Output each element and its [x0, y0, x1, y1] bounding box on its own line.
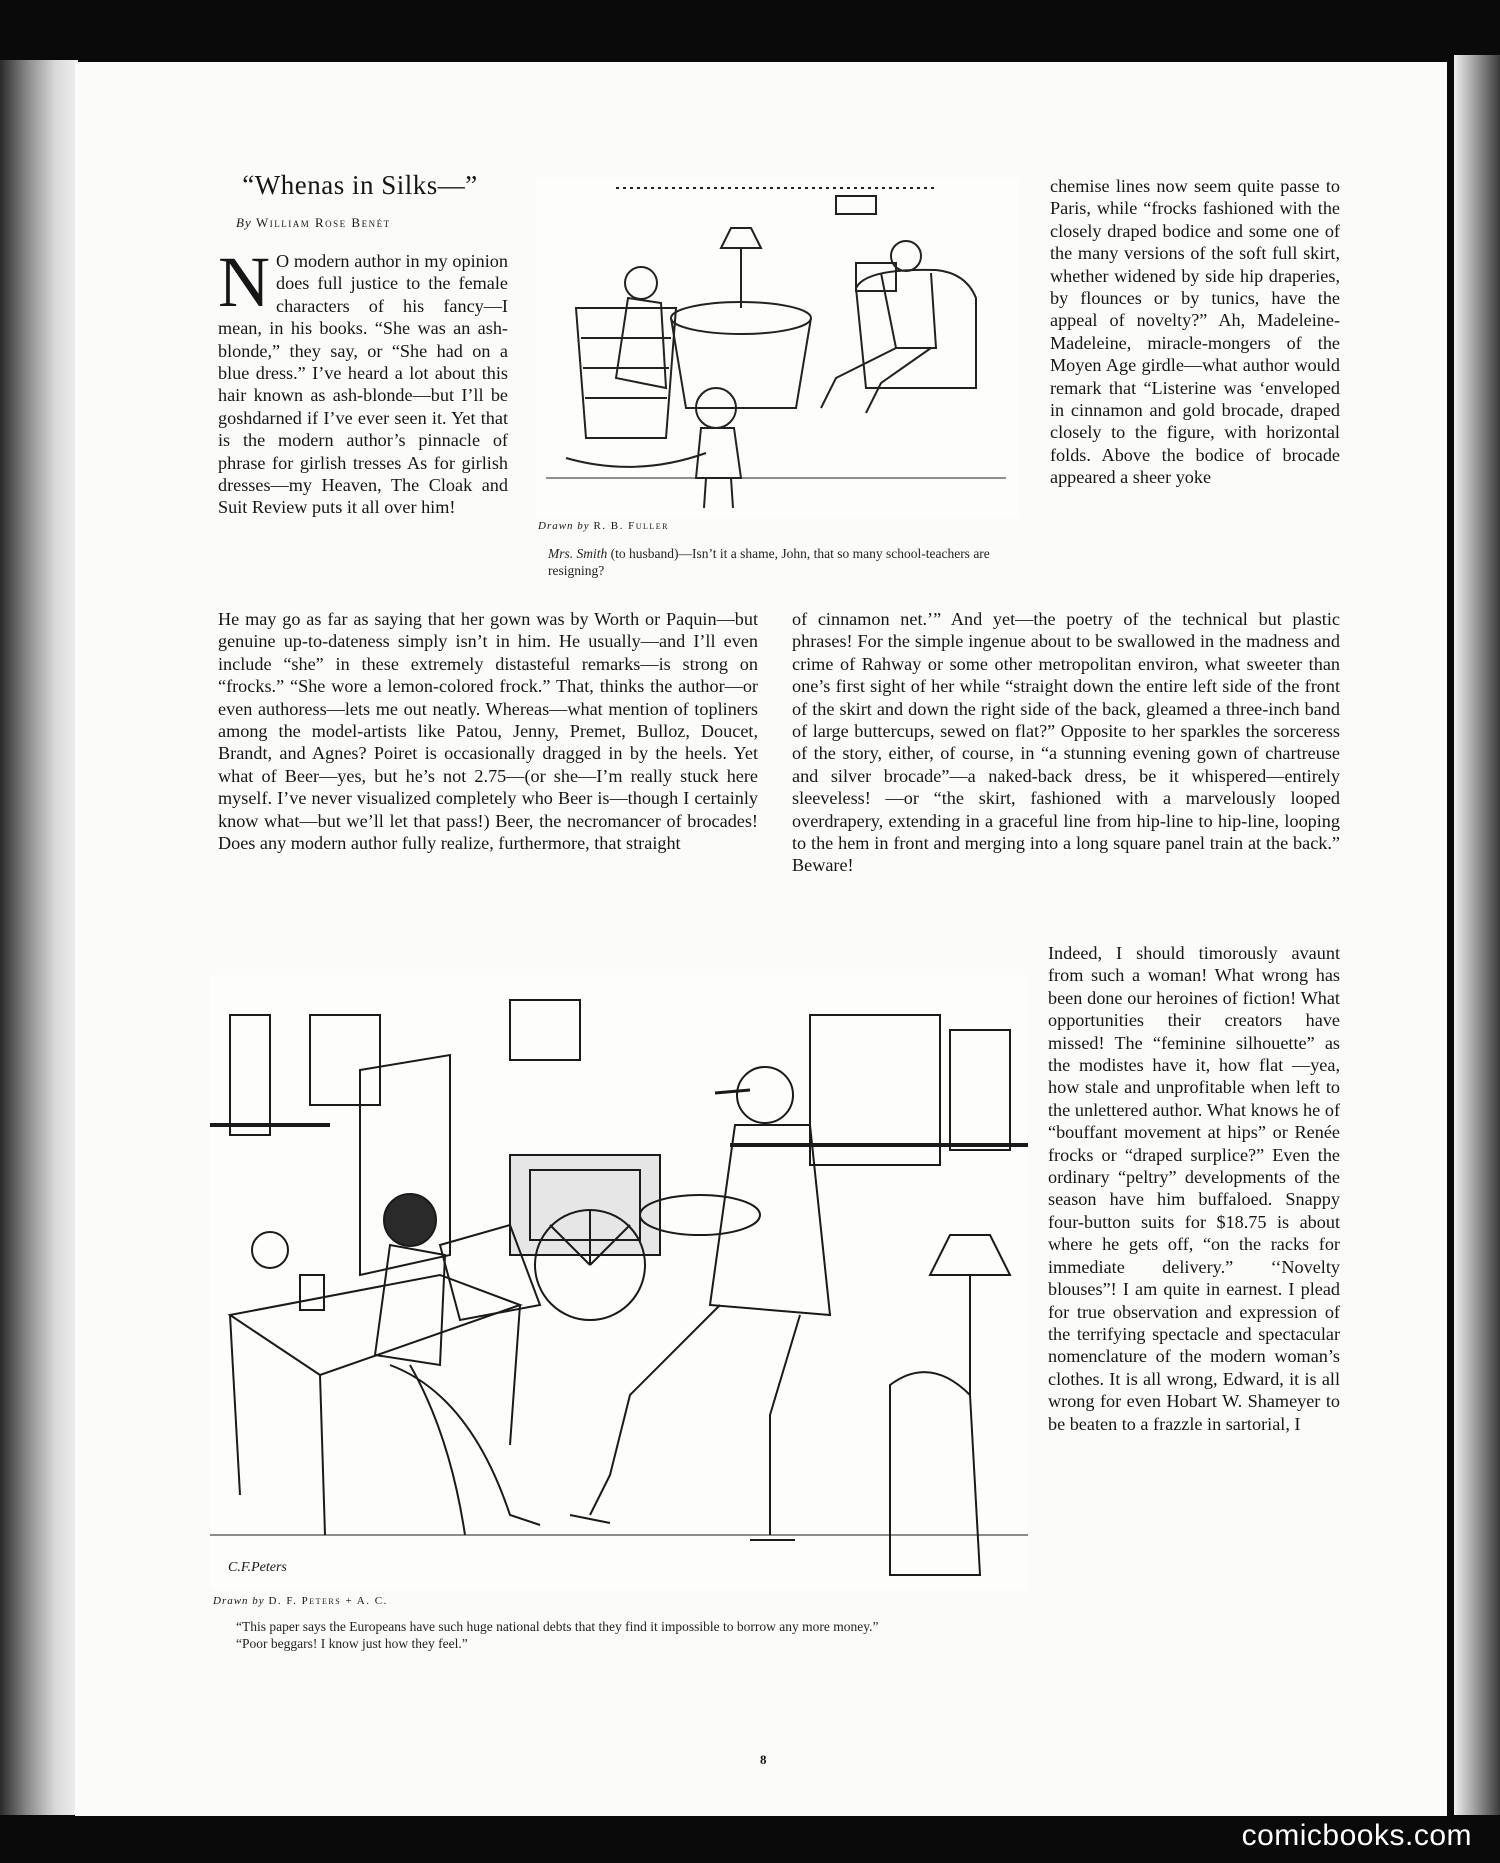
column-left-wide [218, 608, 758, 854]
illustration-artist-studio-drawing [210, 975, 1028, 1590]
illustration-artist-studio [210, 975, 1028, 1590]
illustration-bottom-caption [236, 1618, 1016, 1652]
caption-top-speaker: Mrs. Smith [548, 546, 608, 561]
article-byline [236, 215, 536, 231]
caption-top-text: (to husband)—Isn’t it a shame, John, that so many school-teachers are resigning? [548, 546, 990, 578]
illustration-family-parlor-drawing [536, 178, 1018, 518]
caption-bottom-line2: “Poor beggars! I know just how they feel.” [236, 1636, 468, 1651]
site-watermark: comicbooks.com [1241, 1819, 1472, 1852]
book-spine-left [0, 60, 78, 1815]
illustration-family-parlor [536, 178, 1018, 518]
illustration-bottom-credit [213, 1595, 388, 1607]
caption-bottom-line1: “This paper says the Europeans have such huge national debts that they find it impossible to borrow any more money.” [236, 1619, 879, 1634]
page-number: 8 [760, 1752, 767, 1767]
credit-top-prefix: Drawn by [538, 520, 590, 532]
credit-top-artist: R. B. Fuller [593, 520, 670, 532]
drop-cap: N [218, 242, 270, 322]
column-1-top [218, 242, 508, 519]
byline-author: William Rose Benét [255, 215, 391, 230]
column-right-bottom [1048, 942, 1340, 1435]
article-title: “Whenas in Silks—” [242, 170, 478, 200]
column-right-top-text: chemise lines now seem quite passe to Paris, while “frocks fashioned with the closely draped bodice and some one of the many versions of the soft full skirt, whether widened by side hip draperies, by flounces or by tunics, have the appeal of novelty?” Ah, Madeleine-Madeleine, miracle-mongers of the Moyen Age girdle—what author would remark that “Listerine was ‘enveloped in cinnamon and gold brocade, draped closely to the figure, with horizontal folds. Above the bodice of brocade appeared a sheer yoke [1050, 176, 1340, 488]
illustration-top-credit [538, 520, 669, 532]
book-edge-right [1454, 55, 1500, 1815]
column-right-top [1050, 175, 1340, 489]
credit-bottom-prefix: Drawn by [213, 1595, 265, 1607]
credit-bottom-artist: D. F. Peters + A. C. [268, 1595, 388, 1607]
illustration-top-caption [548, 545, 1018, 579]
column-left-wide-text: He may go as far as saying that her gown was by Worth or Paquin—but genuine up-to-dateness simply isn’t in him. He usually—and I’ll even include “she” in these extremely distasteful remarks—is strong on “frocks.” “She wore a lemon-colored frock.” That, thinks the author—or even authoress—lets me out neatly. Whereas—what mention of topliners among the model-artists like Patou, Jenny, Premet, Bulloz, Doucet, Brandt, and Agnes? Poiret is occasionally dragged in by the heels. Yet what of Beer—yes, but he’s not 2.75—(or she—I’m really stuck here myself. I’ve never visualized completely who Beer is—though I certainly know what—but we’ll let that pass!) Beer, the necromancer of brocades! Does any modern author fully realize, furthermore, that straight [218, 609, 758, 854]
column-1-text: O modern author in my opinion does full justice to the female characters of his fancy—I mean, in his books. “She was an ash-blonde,” they say, or “She had on a blue dress.” I’ve heard a lot about this hair known as ash-blonde—but I’ll be goshdarned if I’ve ever seen it. Yet that is the modern author’s pinnacle of phrase for girlish tresses As for girlish dresses—my Heaven, The Cloak and Suit Review puts it all over him! [218, 251, 508, 518]
illustration-signature: C.F.Peters [228, 1560, 287, 1575]
column-right-wide-text: of cinnamon net.’” And yet—the poetry of the technical but plastic phrases! For the simple ingenue about to be swallowed in the madness and crime of Rahway or some other metropolitan environ, what sweeter than one’s first sight of her while “straight down the entire left side of the front of the skirt and down the right side of the back, gleamed a three-inch band of large buttercups, sewed on flat?” Opposite to her sparkles the sorceress of the story, either, of course, in “a stunning evening gown of chartreuse and silver brocade”—a naked-back dress, be it whispered—entirely sleeveless! —or “the skirt, fashioned with a marvelously looped overdrapery, extending in a graceful line from hip-line to hip-line, looping to the hem in front and merging into a long square panel train at the back.” Beware! [792, 609, 1340, 876]
column-right-wide [792, 608, 1340, 877]
column-right-bottom-text: Indeed, I should timorously avaunt from such a woman! What wrong has been done our heroines of fiction! What opportunities their creators have missed! The “feminine silhouette” as the modistes have it, how flat —yea, how stale and unprofitable when left to the unlettered author. What knows he of “bouffant movement at hips” or Renée frocks or “draped surplice?” Even the ordinary “peltry” developments of the season have him buffaloed. Snappy four-button suits for $18.75 is about where he gets off, “on the racks for immediate delivery.” ‘‘Novelty blouses”! I am quite in earnest. I plead for true observation and expression of the terrifying spectacle and spectacular nomenclature of the modern woman’s clothes. It is all wrong, Edward, it is all wrong for even Hobart W. Shameyer to be beaten to a frazzle in sartorial, I [1048, 943, 1340, 1434]
byline-prefix: By [236, 215, 252, 230]
